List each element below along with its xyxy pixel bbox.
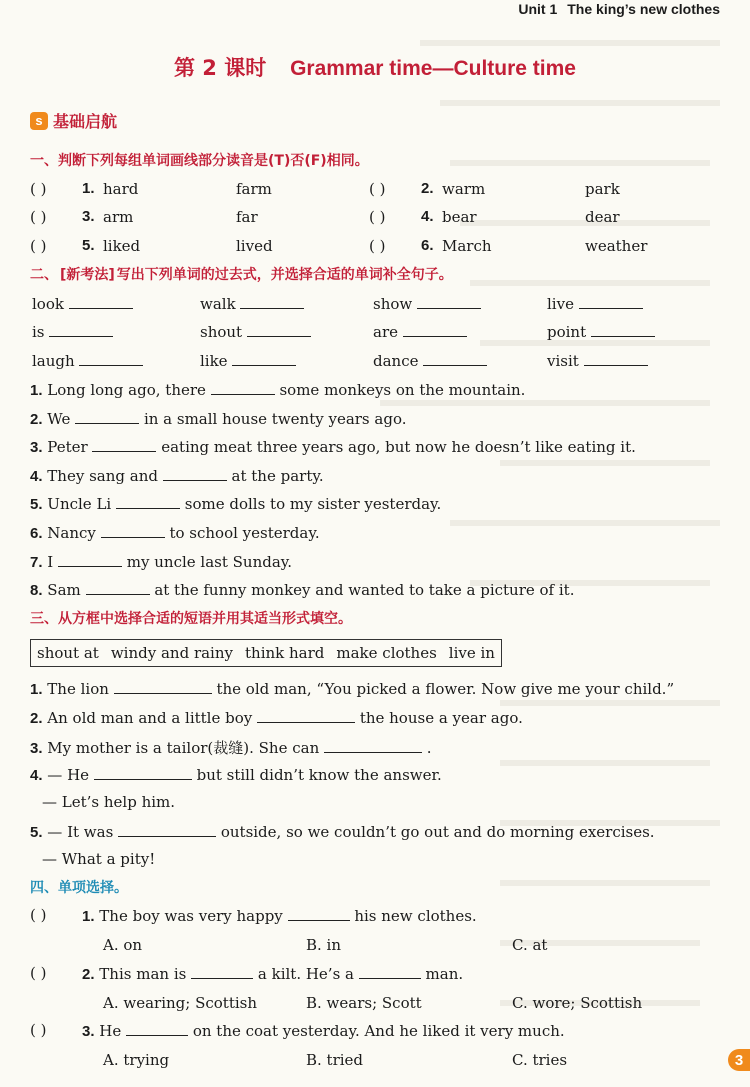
phrase-option: windy and rainy (110, 644, 233, 662)
word-item (373, 351, 487, 370)
question-stem (82, 1021, 565, 1040)
answer-blank[interactable] (591, 322, 655, 337)
answer-blank[interactable] (69, 294, 133, 309)
sentence-post: some monkeys on the mountain. (279, 381, 526, 399)
sentence-post: to school yesterday. (169, 524, 320, 542)
sentence-post: outside, so we couldn’t go out and do morning exercises. (220, 823, 655, 841)
part1-heading: 一、判断下列每组单词画线部分读音是(T)否(F)相同。 (30, 153, 369, 169)
sentence-line (30, 793, 175, 811)
fill-sentence (0, 409, 750, 433)
question-stem (82, 964, 463, 983)
question-number: 1. (30, 681, 43, 698)
sentence-pre: Sam (47, 581, 81, 600)
sentence-post: in a small house twenty years ago. (143, 409, 407, 428)
word-a: March (442, 237, 492, 255)
part2-instruction: 写出下列单词的过去式，并选择合适的单词补全句子。 (116, 267, 453, 283)
answer-blank[interactable] (324, 738, 422, 753)
base-word: live (547, 295, 574, 313)
question-number: 8. (30, 582, 43, 600)
sentence-pre: — What a pity! (42, 850, 156, 868)
question-number: 1. (82, 908, 95, 925)
question-number: 2. (421, 180, 434, 197)
base-word: dance (373, 352, 419, 370)
base-word: point (547, 323, 587, 341)
word-b: farm (236, 180, 272, 198)
sentence-pre: — Let’s help him. (42, 793, 176, 811)
word-a: hard (103, 180, 139, 198)
answer-blank[interactable] (247, 322, 311, 337)
sentence-post: at the funny monkey and wanted to take a picture of it. (154, 581, 575, 600)
fill-sentence (0, 523, 750, 547)
word-item (32, 351, 143, 370)
word-item (200, 294, 304, 313)
header-unit: Unit 1 (518, 1, 558, 17)
word-item (32, 322, 113, 341)
choice-option[interactable]: B. tried (306, 1051, 364, 1069)
base-word: like (200, 352, 228, 370)
answer-parentheses[interactable]: ( ) (30, 964, 47, 982)
question-number: 3. (82, 208, 95, 225)
choice-option[interactable]: B. wears; Scott (306, 994, 422, 1012)
phrase-sentence (0, 822, 750, 846)
sentence-line (30, 523, 320, 542)
answer-parentheses[interactable]: ( ) (369, 208, 386, 226)
fill-sentence (0, 494, 750, 518)
judge-row (0, 208, 750, 232)
sentence-post: eating meat three years ago, but now he doesn’t like eating it. (161, 438, 636, 457)
sentence-line (30, 679, 674, 698)
page-number: 3 (728, 1049, 750, 1071)
sentence-pre: Uncle Li (47, 495, 112, 514)
answer-blank[interactable] (288, 906, 350, 921)
phrase-sentence (0, 708, 750, 732)
word-item (547, 322, 655, 341)
answer-blank[interactable] (94, 765, 192, 780)
sentence-pre: I (47, 552, 54, 571)
question-number: 7. (30, 553, 43, 571)
mc-options (0, 1051, 750, 1075)
sentence-line (30, 437, 636, 456)
answer-parentheses[interactable]: ( ) (30, 906, 47, 924)
base-word: show (373, 295, 413, 313)
sentence-post: some dolls to my sister yesterday. (184, 495, 442, 514)
word-b: dear (585, 208, 620, 226)
question-number: 2. (82, 966, 95, 983)
choice-option[interactable]: A. wearing; Scottish (103, 994, 257, 1012)
answer-blank[interactable] (118, 822, 216, 837)
answer-blank[interactable] (240, 294, 304, 309)
answer-blank[interactable] (423, 351, 487, 366)
sentence-pre: — It was (47, 823, 114, 841)
answer-blank[interactable] (101, 523, 165, 538)
sentence-line (30, 765, 442, 784)
sentence-pre: Nancy (47, 524, 96, 542)
answer-blank[interactable] (257, 708, 355, 723)
word-a: warm (442, 180, 486, 198)
question-number: 1. (82, 180, 95, 197)
sentence-pre: My mother is a tailor(裁缝). She can (47, 739, 320, 757)
part2-heading (30, 264, 453, 284)
sentence-line (30, 494, 441, 513)
phrase-option: think hard (245, 644, 325, 662)
sentence-post: the house a year ago. (359, 709, 523, 727)
word-b: weather (585, 237, 648, 255)
fill-sentence (0, 466, 750, 490)
base-word: shout (200, 323, 243, 341)
stem-pre: He (99, 1022, 122, 1040)
question-number: 3. (30, 740, 43, 757)
page-title (0, 52, 750, 82)
part2-prefix: 二、 (30, 267, 58, 283)
answer-blank[interactable] (417, 294, 481, 309)
phrase-sentence (0, 793, 750, 817)
answer-blank[interactable] (58, 552, 122, 567)
mc-question (0, 906, 750, 930)
answer-parentheses[interactable]: ( ) (30, 237, 47, 255)
answer-blank[interactable] (232, 351, 296, 366)
sentence-pre: An old man and a little boy (47, 709, 253, 727)
sentence-line (30, 822, 655, 841)
word-item (373, 322, 467, 341)
question-number: 6. (421, 237, 434, 254)
base-word: are (373, 323, 398, 341)
choice-option[interactable]: C. wore; Scottish (512, 994, 643, 1012)
base-word: walk (200, 295, 236, 313)
stem-post: his new clothes. (354, 907, 477, 925)
choice-option[interactable]: A. trying (103, 1051, 170, 1069)
choice-option[interactable]: C. tries (512, 1051, 568, 1069)
word-item (200, 322, 311, 341)
stem-post: on the coat yesterday. And he liked it very much. (192, 1022, 565, 1040)
answer-parentheses[interactable]: ( ) (369, 180, 386, 198)
section-icon: s (30, 112, 48, 130)
lesson-topic: Grammar time—Culture time (290, 57, 576, 80)
answer-blank[interactable] (191, 964, 253, 979)
sentence-pre: We (47, 409, 71, 428)
answer-blank[interactable] (126, 1021, 188, 1036)
choice-option[interactable]: A. on (103, 936, 143, 954)
fill-sentence (0, 380, 750, 404)
phrase-option: live in (448, 644, 495, 662)
sentence-post: the old man, “You picked a flower. Now give me your child.” (216, 680, 675, 698)
fill-sentence (0, 580, 750, 604)
sentence-post: but still didn’t know the answer. (196, 766, 442, 784)
question-number: 5. (30, 824, 43, 841)
mc-question (0, 964, 750, 988)
sentence-line (30, 708, 523, 727)
word-a: bear (442, 208, 477, 226)
answer-parentheses[interactable]: ( ) (30, 208, 47, 226)
answer-parentheses[interactable]: ( ) (30, 1021, 47, 1039)
answer-blank[interactable] (116, 494, 180, 509)
sentence-line (30, 552, 292, 571)
page-header (490, 0, 750, 18)
question-number: 3. (30, 439, 43, 457)
word-a: arm (103, 208, 134, 226)
mc-options (0, 936, 750, 960)
sentence-line (30, 850, 155, 868)
question-number: 5. (82, 237, 95, 254)
lesson-number: 第 2 课时 (174, 56, 267, 80)
fill-sentence (0, 552, 750, 576)
answer-blank[interactable] (114, 679, 212, 694)
sentence-line (30, 466, 324, 485)
question-number: 2. (30, 410, 43, 428)
answer-blank[interactable] (79, 351, 143, 366)
answer-parentheses[interactable]: ( ) (30, 180, 47, 198)
phrase-sentence (0, 765, 750, 789)
word-b: far (236, 208, 258, 226)
word-item (373, 294, 481, 313)
answer-blank[interactable] (359, 964, 421, 979)
question-stem (82, 906, 477, 925)
phrase-option: shout at (37, 644, 99, 662)
answer-blank[interactable] (92, 437, 156, 452)
word-item (547, 351, 648, 370)
phrase-box (30, 639, 502, 667)
choice-option[interactable]: B. in (306, 936, 342, 954)
answer-blank[interactable] (584, 351, 648, 366)
sentence-post: my uncle last Sunday. (126, 552, 293, 571)
judge-row (0, 180, 750, 204)
new-method-tag: [新考法] (60, 267, 115, 283)
past-tense-row (0, 351, 750, 375)
base-word: is (32, 323, 45, 341)
question-number: 4. (30, 467, 43, 485)
base-word: visit (547, 352, 579, 370)
word-item (547, 294, 643, 313)
part4-heading: 四、单项选择。 (30, 880, 128, 896)
answer-blank[interactable] (49, 322, 113, 337)
sentence-pre: Peter (47, 438, 88, 457)
word-a: liked (103, 237, 141, 255)
word-b: lived (236, 237, 273, 255)
phrase-option: make clothes (336, 644, 437, 662)
base-word: look (32, 295, 64, 313)
stem-mid: a kilt. He’s a (257, 965, 354, 983)
question-number: 5. (30, 496, 43, 514)
question-number: 1. (30, 382, 43, 399)
phrase-sentence (0, 679, 750, 703)
section-heading (30, 109, 117, 132)
sentence-line (30, 737, 432, 758)
stem-end: man. (425, 965, 464, 983)
past-tense-row (0, 294, 750, 318)
sentence-post: . (426, 739, 432, 757)
answer-blank[interactable] (86, 580, 150, 595)
question-number: 6. (30, 525, 43, 542)
answer-parentheses[interactable]: ( ) (369, 237, 386, 255)
word-item (200, 351, 296, 370)
sentence-post: at the party. (231, 466, 324, 485)
sentence-line (30, 580, 574, 599)
mc-question (0, 1021, 750, 1045)
past-tense-row (0, 322, 750, 346)
question-number: 4. (421, 208, 434, 225)
question-number: 4. (30, 767, 43, 784)
word-b: park (585, 180, 620, 198)
question-number: 2. (30, 710, 43, 727)
judge-row (0, 237, 750, 261)
section-label: 基础启航 (53, 112, 118, 131)
question-number: 3. (82, 1023, 95, 1040)
stem-pre: The boy was very happy (99, 907, 283, 925)
header-topic: The king’s new clothes (567, 1, 720, 17)
fill-sentence (0, 437, 750, 461)
word-item (32, 294, 133, 313)
mc-options (0, 994, 750, 1018)
answer-blank[interactable] (403, 322, 467, 337)
sentence-line (30, 380, 525, 399)
answer-blank[interactable] (579, 294, 643, 309)
choice-option[interactable]: C. at (512, 936, 548, 954)
part3-heading: 三、从方框中选择合适的短语并用其适当形式填空。 (30, 611, 352, 627)
sentence-pre: The lion (47, 680, 109, 698)
base-word: laugh (32, 352, 75, 370)
sentence-line (30, 409, 406, 428)
sentence-pre: Long long ago, there (47, 381, 206, 399)
answer-blank[interactable] (75, 409, 139, 424)
phrase-sentence (0, 737, 750, 761)
sentence-pre: They sang and (47, 466, 158, 485)
stem-pre: This man is (99, 965, 187, 983)
sentence-pre: — He (47, 766, 90, 784)
answer-blank[interactable] (163, 466, 227, 481)
phrase-sentence (0, 850, 750, 874)
answer-blank[interactable] (211, 380, 275, 395)
